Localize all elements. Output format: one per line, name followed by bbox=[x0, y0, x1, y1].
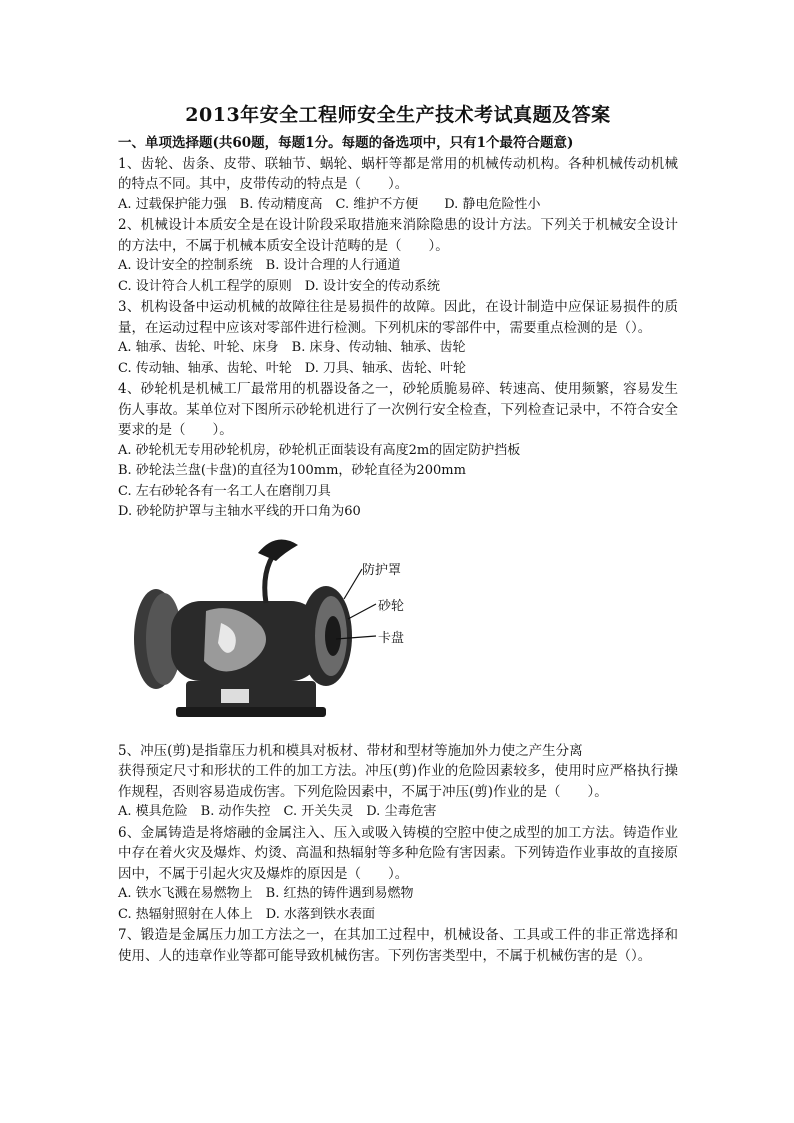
question-2 bbox=[118, 215, 678, 297]
question-options: A. 设计安全的控制系统 B. 设计合理的人行通道 bbox=[118, 258, 401, 273]
document-page bbox=[118, 102, 678, 966]
question-4 bbox=[118, 379, 678, 523]
question-options: A. 轴承、齿轮、叶轮、床身 B. 床身、传动轴、轴承、齿轮 bbox=[118, 340, 466, 355]
question-option-a: A. 砂轮机无专用砂轮机房，砂轮机正面装设有高度2m的固定防护挡板 bbox=[118, 442, 521, 458]
section-heading: 一、单项选择题(共60题，每题1分。每题的备选项中，只有1个最符合题意) bbox=[118, 135, 574, 151]
question-stem: 7、锻造是金属压力加工方法之一，在其加工过程中，机械设备、工具或工件的非正常选择和使用、人的违章作业等都可能导致机械伤害。下列伤害类型中，不属于机械伤害的是（）。 bbox=[118, 927, 678, 964]
question-6 bbox=[118, 823, 678, 926]
question-option-c: C. 左右砂轮各有一名工人在磨削刀具 bbox=[118, 483, 331, 499]
question-option-b: B. 砂轮法兰盘(卡盘)的直径为100mm，砂轮直径为200mm bbox=[118, 463, 466, 478]
question-1 bbox=[118, 154, 678, 216]
question-stem-line1: 5、冲压(剪)是指靠压力机和模具对板材、带材和型材等施加外力使之产生分离 bbox=[118, 742, 583, 759]
question-3 bbox=[118, 297, 678, 379]
question-options: C. 热辐射照射在人体上 D. 水落到铁水表面 bbox=[118, 906, 375, 922]
question-stem: 3、机构设备中运动机械的故障往往是易损件的故障。因此，在设计制造中应保证易损件的质量，在运动过程中应该对零部件进行检测。下列机床的零部件中，需要重点检测的是（）。 bbox=[118, 299, 678, 336]
question-stem: 1、齿轮、齿条、皮带、联轴节、蜗轮、蜗杆等都是常用的机械传动机构。各种机械传动机械的特点不同。其中，皮带传动的特点是（ ）。 bbox=[118, 155, 678, 192]
label-wheel: 砂轮 bbox=[378, 598, 405, 614]
question-7 bbox=[118, 925, 678, 966]
label-flange: 卡盘 bbox=[378, 630, 405, 646]
question-5 bbox=[118, 741, 678, 823]
question-options: C. 传动轴、轴承、齿轮、叶轮 D. 刀具、轴承、齿轮、叶轮 bbox=[118, 360, 466, 376]
question-options: A. 过载保护能力强 B. 传动精度高 C. 维护不方便 D. 静电危险性小 bbox=[118, 196, 541, 212]
grinder-figure bbox=[126, 531, 426, 731]
label-guard: 防护罩 bbox=[362, 562, 402, 578]
question-stem: 获得预定尺寸和形状的工件的加工方法。冲压(剪)作业的危险因素较多，使用时应严格执行操作规程，否则容易造成伤害。下列危险因素中，不属于冲压(剪)作业的是（ ）。 bbox=[118, 763, 678, 800]
question-options: A. 模具危险 B. 动作失控 C. 开关失灵 D. 尘毒危害 bbox=[118, 804, 437, 819]
question-stem: 2、机械设计本质安全是在设计阶段采取措施来消除隐患的设计方法。下列关于机械安全设计的方法中，不属于机械本质安全设计范畴的是（ ）。 bbox=[118, 217, 678, 254]
question-options: A. 铁水飞溅在易燃物上 B. 红热的铸件遇到易燃物 bbox=[118, 886, 414, 901]
question-stem: 6、金属铸造是将熔融的金属注入、压入或吸入铸模的空腔中使之成型的加工方法。铸造作业中存在着火灾及爆炸、灼烫、高温和热辐射等多种危险有害因素。下列铸造作业事故的直接原因中，不属于引起火灾及爆炸的原因是（ ）。 bbox=[118, 824, 678, 882]
question-options: C. 设计符合人机工程学的原则 D. 设计安全的传动系统 bbox=[118, 278, 440, 294]
question-stem: 4、砂轮机是机械工厂最常用的机器设备之一，砂轮质脆易碎、转速高、使用频繁，容易发生伤人事故。某单位对下图所示砂轮机进行了一次例行安全检查，下列检查记录中，不符合安全要求的是（ ）。 bbox=[118, 381, 678, 438]
question-option-d: D. 砂轮防护罩与主轴水平线的开口角为60 bbox=[118, 504, 361, 519]
document-title: 2013年安全工程师安全生产技术考试真题及答案 bbox=[185, 104, 611, 126]
